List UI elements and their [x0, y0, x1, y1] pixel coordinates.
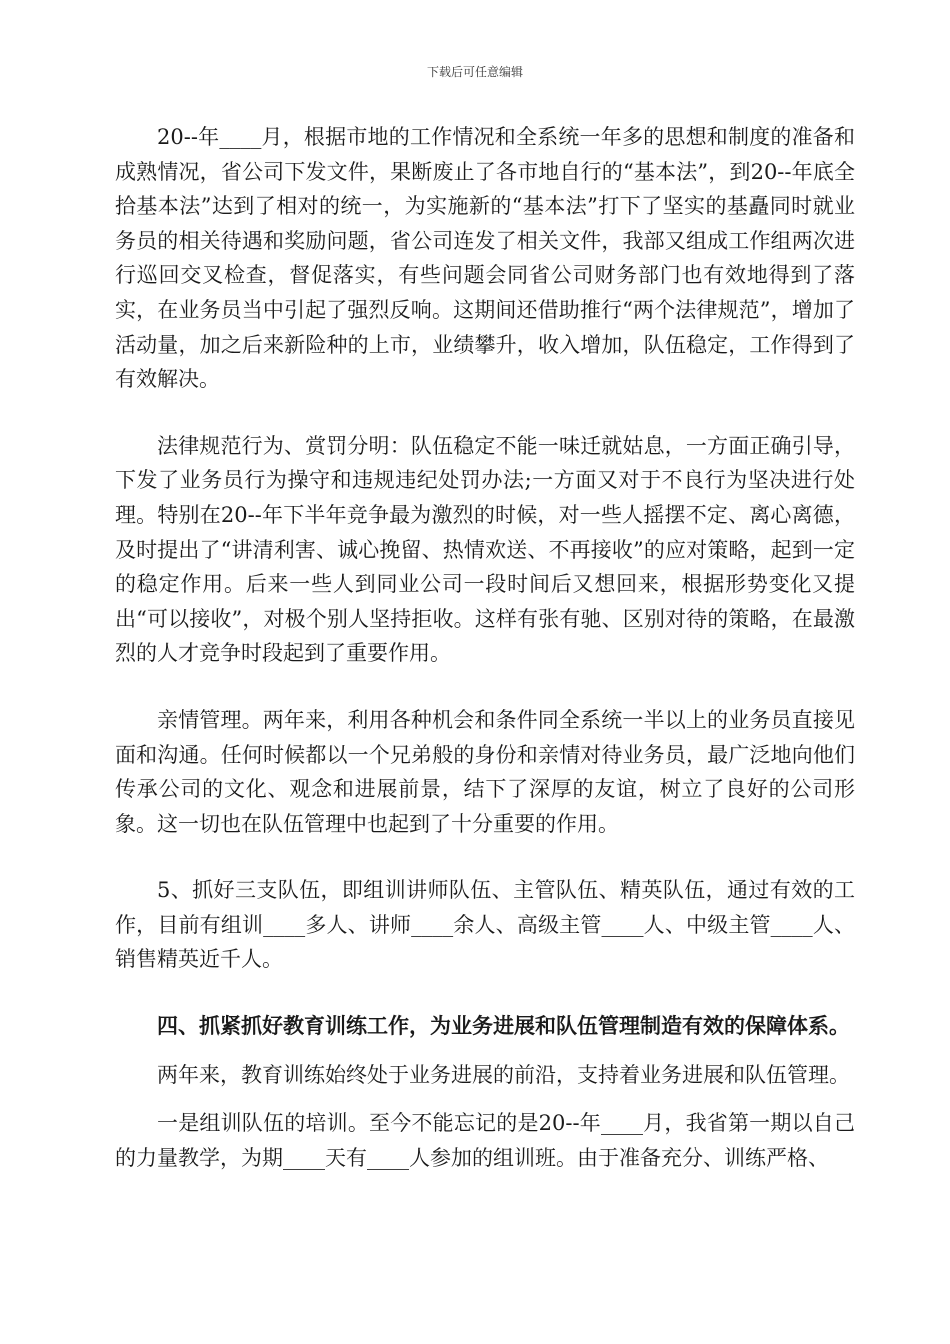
paragraph-1: 20--年____月，根据市地的工作情况和全系统一年多的思想和制度的准备和成熟情况，省公司下发文件，果断废止了各市地自行的“基本法”，到20--年底全拾基本法”达到了相对的统一，为实施新的“基本法”打下了坚实的基矗同时就业务员的相关待遇和奖励问题，省公司连发了相关文件，我部又组成工作组两次进行巡回交叉检查，督促落实，有些问题会同省公司财务部门也有效地得到了落实，在业务员当中引起了强烈反响。这期间还借助推行“两个法律规范”，增加了活动量，加之后来新险种的上市，业绩攀升，收入增加，队伍稳定，工作得到了有效解决。 [115, 125, 855, 392]
section-heading: 四、抓紧抓好教育训练工作，为业务进展和队伍管理制造有效的保障体系。 [157, 1013, 850, 1039]
paragraph-5: 两年来，教育训练始终处于业务进展的前沿，支持着业务进展和队伍管理。 [157, 1062, 850, 1087]
paragraph-4: 5、抓好三支队伍，即组训讲师队伍、主管队伍、精英队伍，通过有效的工作，目前有组训____多人、讲师____余人、高级主管____人、中级主管____人、销售精英近千人。 [115, 878, 855, 972]
paragraph-2: 法律规范行为、赏罚分明：队伍稳定不能一味迁就姑息，一方面正确引导，下发了业务员行为操守和违规违纪处罚办法;一方面又对于不良行为坚决进行处理。特别在20--年下半年竞争最为激烈的时候，对一些人摇摆不定、离心离德，及时提出了“讲清利害、诚心挽留、热情欢送、不再接收”的应对策略，起到一定的稳定作用。后来一些人到同业公司一段时间后又想回来，根据形势变化又提出“可以接收”，对极个别人坚持拒收。这样有张有驰、区别对待的策略，在最激烈的人才竞争时段起到了重要作用。 [115, 433, 855, 666]
paragraph-3: 亲情管理。两年来，利用各种机会和条件同全系统一半以上的业务员直接见面和沟通。任何时候都以一个兄弟般的身份和亲情对待业务员，最广泛地向他们传承公司的文化、观念和进展前景，结下了深厚的友谊，树立了良好的公司形象。这一切也在队伍管理中也起到了十分重要的作用。 [115, 707, 855, 836]
document-body [115, 120, 855, 1175]
page-header: 下载后可任意编辑 [426, 65, 523, 79]
paragraph-6: 一是组训队伍的培训。至今不能忘记的是20--年____月，我省第一期以自己的力量教学，为期____天有____人参加的组训班。由于准备充分、训练严格、 [115, 1111, 855, 1170]
